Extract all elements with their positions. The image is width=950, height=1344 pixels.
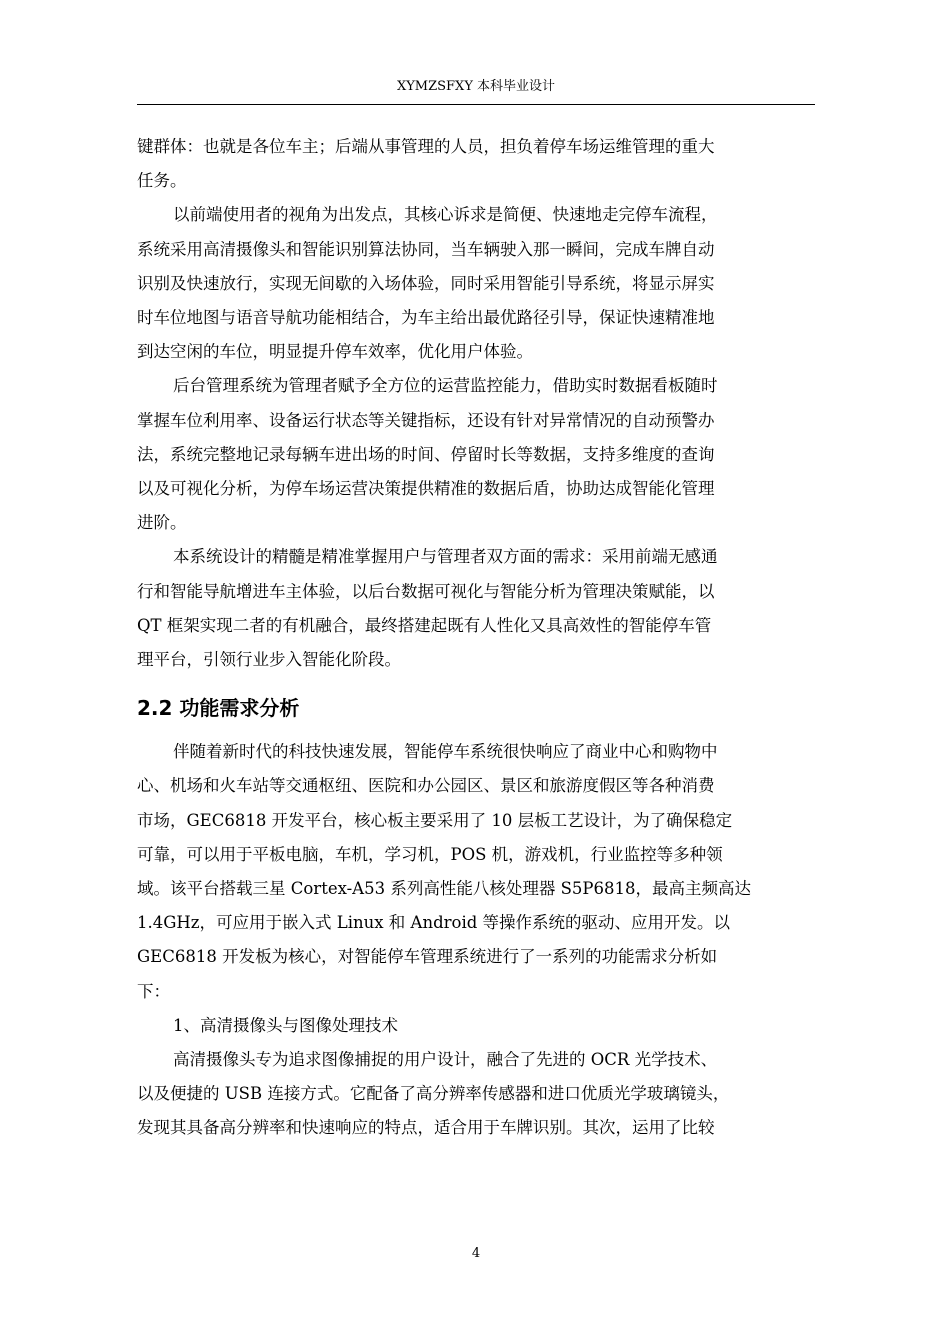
paragraph-hd-camera (137, 1043, 815, 1146)
text-line: 可靠，可以用于平板电脑，车机，学习机，POS 机，游戏机，行业监控等多种领 (137, 844, 723, 864)
paragraph-system-essence (137, 540, 815, 677)
text-line: 发现其具备高分辨率和快速响应的特点，适合用于车牌识别。其次，运用了比较 (137, 1118, 715, 1138)
text-line: 后台管理系统为管理者赋予全方位的运营监控能力，借助实时数据看板随时 (173, 376, 718, 396)
text-line: 市场，GEC6818 开发平台，核心板主要采用了 10 层板工艺设计，为了确保稳定 (137, 810, 733, 830)
text-line: 进阶。 (137, 513, 187, 533)
paragraph-continuation (137, 130, 815, 198)
text-line: 理平台，引领行业步入智能化阶段。 (137, 650, 401, 670)
text-line: 本系统设计的精髓是精准掌握用户与管理者双方面的需求：采用前端无感通 (173, 547, 718, 567)
text-line: 掌握车位利用率、设备运行状态等关键指标，还设有针对异常情况的自动预警办 (137, 410, 715, 430)
text-line: 1、高清摄像头与图像处理技术 (173, 1015, 398, 1035)
text-line: 到达空闲的车位，明显提升停车效率，优化用户体验。 (137, 342, 533, 362)
paragraph-platform-overview (137, 735, 815, 1009)
header-divider (137, 104, 815, 105)
page-number: 4 (471, 1246, 481, 1261)
text-line: 高清摄像头专为追求图像捕捉的用户设计，融合了先进的 OCR 光学技术、 (173, 1050, 718, 1070)
document-body (137, 130, 815, 1146)
page-header: XYMZSFXY 本科毕业设计 (396, 79, 556, 94)
text-line: 系统采用高清摄像头和智能识别算法协同，当车辆驶入那一瞬间，完成车牌自动 (137, 239, 715, 259)
text-line: GEC6818 开发板为核心，对智能停车管理系统进行了一系列的功能需求分析如 (137, 947, 718, 967)
text-line: 心、机场和火车站等交通枢纽、医院和办公园区、景区和旅游度假区等各种消费 (137, 776, 715, 796)
text-line: QT 框架实现二者的有机融合，最终搭建起既有人性化又具高效性的智能停车管 (137, 615, 712, 635)
text-line: 下： (137, 981, 170, 1001)
text-line: 任务。 (137, 171, 187, 191)
text-line: 域。该平台搭载三星 Cortex-A53 系列高性能八核处理器 S5P6818，最高主频高达 (137, 879, 751, 899)
text-line: 识别及快速放行，实现无间歇的入场体验，同时采用智能引导系统，将显示屏实 (137, 273, 715, 293)
paragraph-user-perspective (137, 198, 815, 369)
text-line: 以及可视化分析，为停车场运营决策提供精准的数据后盾，协助达成智能化管理 (137, 479, 715, 499)
text-line: 法，系统完整地记录每辆车进出场的时间、停留时长等数据，支持多维度的查询 (137, 444, 715, 464)
text-line: 以及便捷的 USB 连接方式。它配备了高分辨率传感器和进口优质光学玻璃镜头， (137, 1084, 730, 1104)
text-line: 1.4GHz，可应用于嵌入式 Linux 和 Android 等操作系统的驱动、应用开发。以 (137, 913, 731, 933)
section-heading: 2.2 功能需求分析 (137, 696, 300, 721)
text-line: 以前端使用者的视角为出发点，其核心诉求是简便、快速地走完停车流程， (173, 205, 718, 225)
text-line: 伴随着新时代的科技快速发展，智能停车系统很快响应了商业中心和购物中 (173, 742, 718, 762)
text-line: 行和智能导航增进车主体验，以后台数据可视化与智能分析为管理决策赋能，以 (137, 581, 715, 601)
paragraph-backend-management (137, 369, 815, 540)
text-line: 时车位地图与语音导航功能相结合，为车主给出最优路径引导，保证快速精准地 (137, 308, 715, 328)
list-item-title (137, 1009, 815, 1043)
text-line: 键群体：也就是各位车主；后端从事管理的人员，担负着停车场运维管理的重大 (137, 137, 715, 156)
